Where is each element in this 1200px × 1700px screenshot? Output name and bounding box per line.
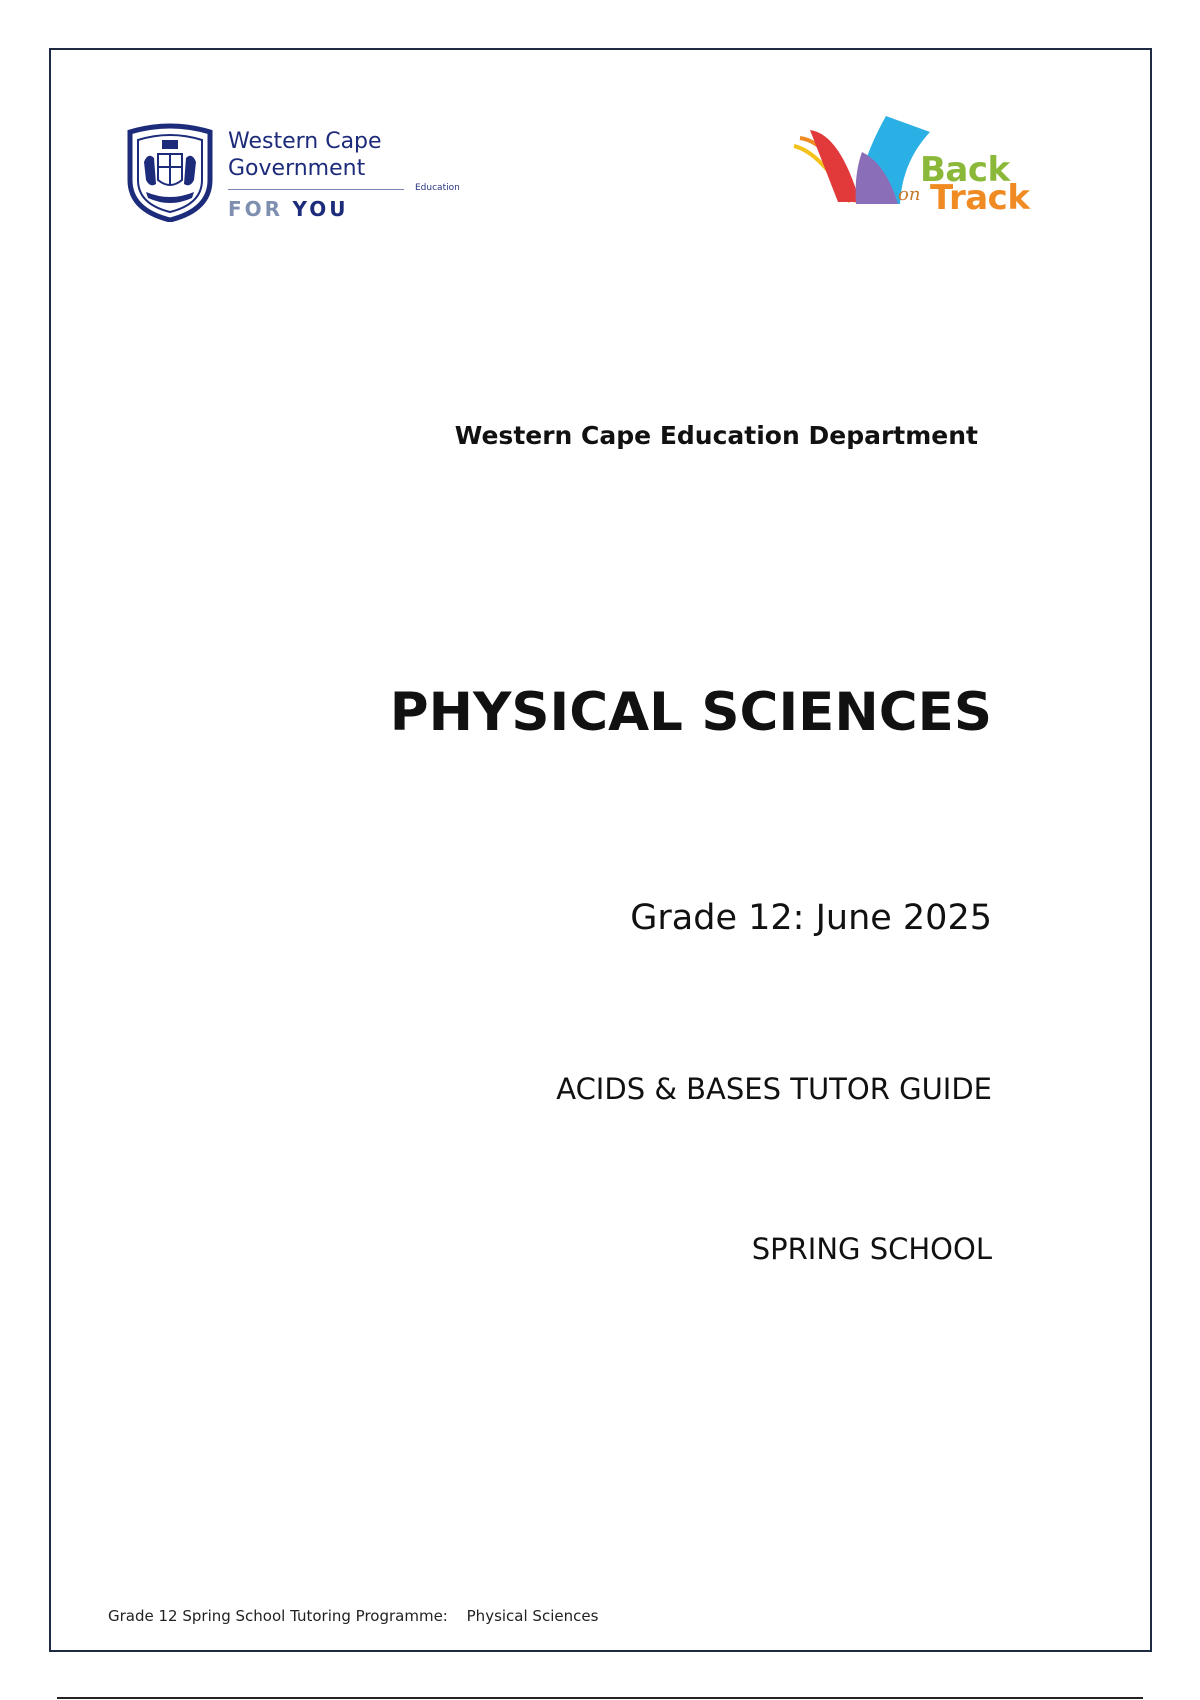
bottom-rule xyxy=(57,1697,1143,1699)
wcg-name-line1: Western Cape xyxy=(228,129,382,154)
wcg-department: Education xyxy=(415,183,460,193)
coat-of-arms-icon xyxy=(122,122,218,222)
guide-title: ACIDS & BASES TUTOR GUIDE xyxy=(556,1072,992,1106)
footer-subject: Physical Sciences xyxy=(466,1607,599,1625)
wcg-name-line2: Government xyxy=(228,156,366,181)
page-footer xyxy=(108,1607,598,1625)
page-border xyxy=(49,48,1152,1652)
wcg-tagline-you: YOU xyxy=(292,197,349,221)
wcg-divider xyxy=(228,189,404,190)
department-heading: Western Cape Education Department xyxy=(454,421,978,450)
school-line: SPRING SCHOOL xyxy=(751,1232,992,1266)
bot-word-track: Track xyxy=(930,178,1030,218)
grade-line: Grade 12: June 2025 xyxy=(630,898,992,938)
wcg-tagline-for: FOR xyxy=(228,197,284,221)
back-on-track-logo xyxy=(790,112,1040,217)
bot-word-on: on xyxy=(898,184,921,205)
wcg-name xyxy=(228,128,382,182)
wcg-tagline xyxy=(228,197,348,221)
wcg-logo xyxy=(122,122,482,222)
footer-programme: Grade 12 Spring School Tutoring Programme: xyxy=(108,1607,448,1625)
bot-word-back: Back xyxy=(920,150,1010,190)
subject-title: PHYSICAL SCIENCES xyxy=(389,682,992,743)
